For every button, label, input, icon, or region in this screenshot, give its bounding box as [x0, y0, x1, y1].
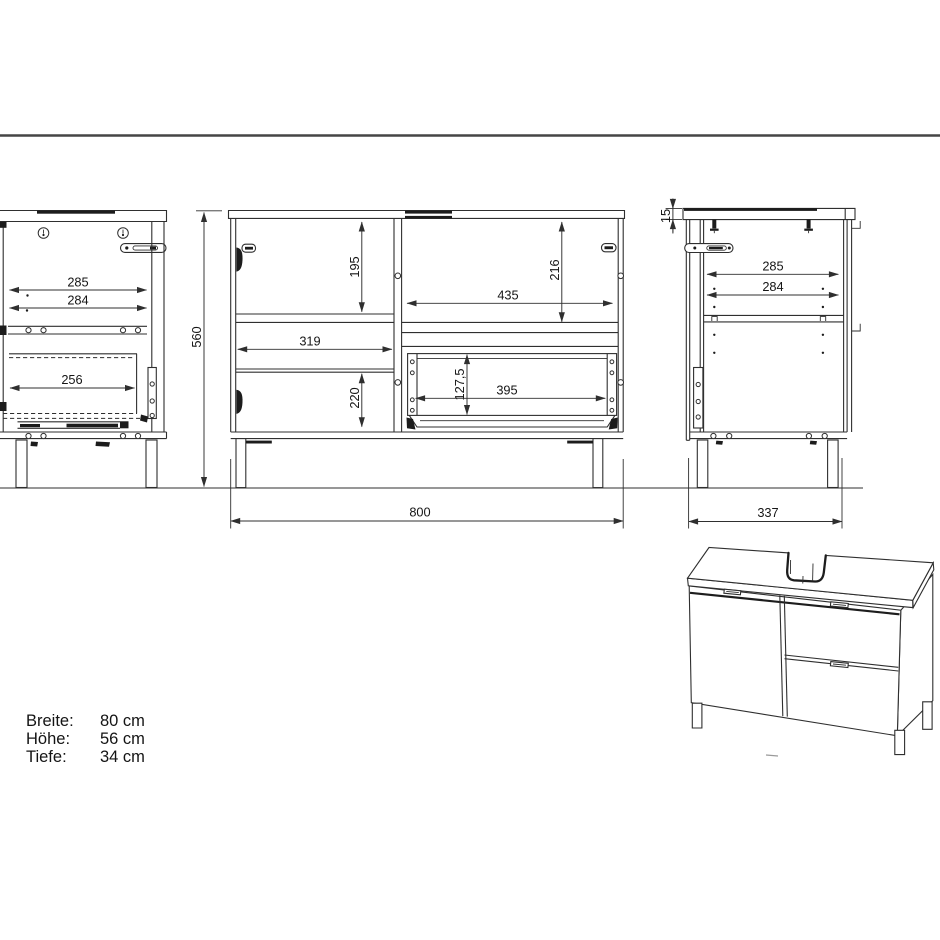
spec-value: 80 cm	[100, 712, 145, 730]
leg	[593, 439, 603, 488]
screw-icon	[118, 228, 129, 239]
dim-label: 435	[497, 287, 519, 303]
shelf-pin-dot	[713, 306, 715, 308]
dim-label: 395	[496, 382, 518, 398]
drawer-slide-icon	[121, 244, 167, 253]
spec-label: Höhe:	[26, 729, 71, 748]
sink-cutout-edge	[405, 216, 452, 218]
shelf-pin-dot	[822, 306, 824, 308]
edge-fitting	[0, 222, 7, 228]
dim-label: 220	[346, 387, 362, 409]
dim-label: 256	[61, 372, 83, 387]
sink-cutout-edge	[684, 208, 817, 211]
dim-label: 127,5	[451, 368, 467, 401]
dim-label: 319	[299, 333, 321, 349]
pin-hole	[618, 380, 624, 386]
pin-hole	[395, 380, 401, 386]
leg	[146, 440, 157, 488]
leg	[16, 440, 27, 488]
handle-icon	[602, 244, 617, 252]
pin-hole	[395, 273, 401, 279]
shelf-pin-dot	[822, 288, 824, 290]
shelf-pin-dot	[26, 294, 28, 296]
leg	[895, 730, 905, 754]
slide-bracket	[694, 368, 703, 429]
dim-label: 284	[67, 292, 89, 308]
leg-bracket	[810, 441, 817, 445]
dim-label: 195	[346, 256, 362, 278]
edge-fitting	[0, 402, 7, 411]
shelf-pin-dot	[822, 352, 824, 354]
screw-icon	[38, 228, 49, 239]
dim-label: 15	[657, 208, 673, 224]
spec-value: 56 cm	[100, 729, 145, 748]
dim-label: 285	[762, 258, 784, 274]
leg-bracket	[716, 441, 723, 445]
leg	[236, 439, 246, 488]
dim-label: 337	[757, 505, 779, 521]
spec-row-height	[26, 731, 145, 749]
dim-label: 800	[409, 504, 431, 520]
dim-label: 216	[546, 259, 562, 281]
dim-label: 560	[188, 326, 204, 348]
dim-label: 285	[67, 274, 89, 290]
shelf-pin-dot	[713, 288, 715, 290]
edge-fitting	[0, 326, 7, 336]
shelf-pin-dot	[822, 334, 824, 336]
shelf-pin-dot	[713, 334, 715, 336]
spec-value: 34 cm	[100, 747, 145, 766]
leg	[923, 702, 932, 730]
leg-bracket	[567, 441, 593, 444]
spec-label: Breite:	[26, 712, 74, 730]
handle-icon	[242, 244, 256, 252]
drawer-slide-icon	[685, 244, 733, 253]
leg-bracket	[246, 441, 272, 444]
spec-row-depth	[26, 749, 145, 767]
leg	[697, 440, 708, 488]
leg-bracket	[96, 442, 111, 447]
leg	[828, 440, 839, 488]
shelf-pin-dot	[713, 352, 715, 354]
sink-cutout-edge	[405, 211, 452, 214]
handle-icon	[724, 589, 741, 595]
sink-cutout-edge	[37, 211, 115, 214]
pin-hole	[618, 273, 624, 279]
spec-label: Tiefe:	[26, 747, 67, 766]
spec-row-width	[26, 713, 145, 731]
leg	[692, 703, 702, 728]
dimensions-spec-list	[26, 713, 145, 766]
shelf-pin-dot	[26, 309, 28, 311]
leg-bracket	[31, 442, 39, 447]
dim-label: 284	[762, 279, 784, 295]
